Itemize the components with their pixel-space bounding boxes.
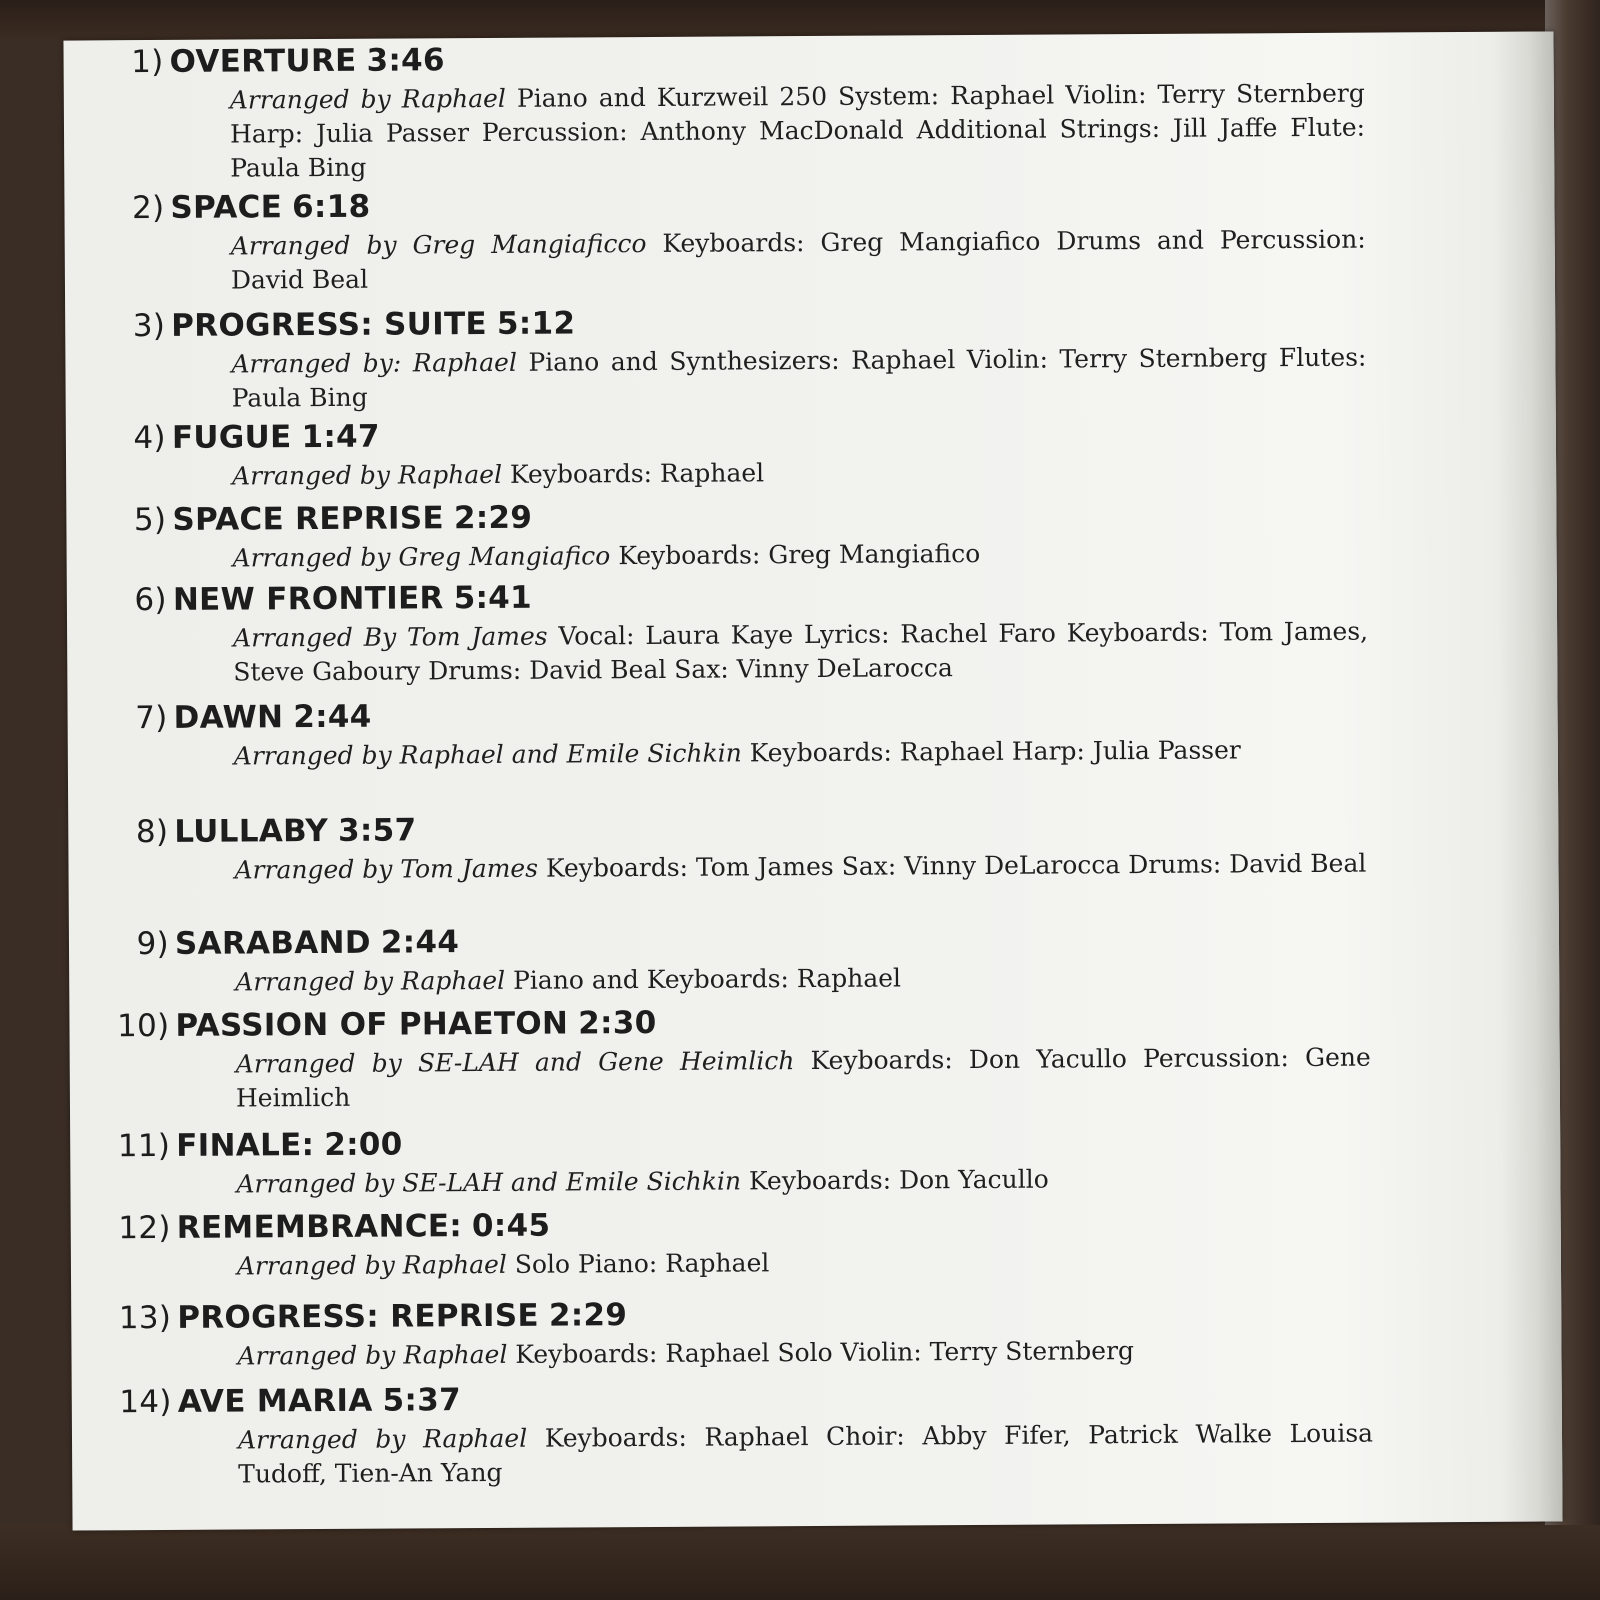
arranger-credit: Arranged by Raphael [232, 459, 503, 491]
arranger-credit: Arranged by Raphael [235, 965, 506, 997]
track-entry [69, 918, 1469, 997]
track-credits [232, 453, 1367, 494]
performer-credits: Keyboards: Greg Mangiafico [618, 538, 981, 571]
track-credits [238, 1417, 1373, 1492]
track-duration: 2:44 [293, 698, 372, 736]
track-name: NEW FRONTIER [172, 580, 444, 618]
performer-credits: Keyboards: Don Yacullo [748, 1164, 1049, 1196]
track-number: 1) [131, 43, 164, 81]
track-number: 7) [135, 699, 168, 737]
table-surface-bottom [0, 1525, 1600, 1600]
track-credits [234, 733, 1369, 774]
arranger-credit: Arranged by Raphael [237, 1339, 508, 1371]
track-entry [67, 692, 1467, 771]
track-entry [70, 1120, 1470, 1199]
arranger-credit: Arranged by SE-LAH and Emile Sichkin [236, 1166, 742, 1199]
track-entry [68, 806, 1468, 885]
track-credits [231, 341, 1366, 416]
track-name: SPACE [170, 189, 283, 226]
track-title [113, 1297, 627, 1336]
track-entry [69, 1000, 1469, 1113]
track-credits [236, 1041, 1371, 1116]
track-entry [71, 1202, 1471, 1281]
track-credits [233, 615, 1368, 690]
arranger-credit: Arranged by Raphael [236, 1249, 507, 1281]
track-duration: 3:57 [337, 812, 417, 849]
track-credits [233, 535, 1368, 576]
track-title [107, 305, 575, 344]
track-duration: 6:18 [292, 188, 371, 226]
track-title [114, 1382, 461, 1420]
performer-credits: Keyboards: Raphael Harp: Julia Passer [749, 735, 1241, 768]
track-entry [65, 300, 1465, 413]
track-entry [66, 494, 1466, 573]
track-title [108, 419, 380, 457]
track-number: 2) [131, 189, 165, 227]
track-entry [71, 1292, 1471, 1371]
track-number: 12) [118, 1209, 171, 1247]
track-number: 13) [118, 1299, 172, 1337]
track-name: DAWN [173, 699, 284, 736]
track-credits [235, 959, 1370, 1000]
track-title [113, 1208, 551, 1247]
track-duration: 3:46 [366, 42, 445, 79]
arranger-credit: Arranged by Raphael [237, 1423, 528, 1455]
track-number: 14) [119, 1383, 172, 1421]
track-name: PROGRESS: SUITE [171, 305, 488, 344]
track-name: FINALE: [176, 1127, 315, 1164]
track-entry [67, 574, 1467, 687]
track-duration: 2:29 [453, 499, 533, 537]
track-number: 3) [132, 307, 166, 345]
track-number: 6) [134, 581, 167, 619]
track-number: 5) [133, 501, 167, 539]
performer-credits: Solo Piano: Raphael [514, 1248, 770, 1279]
track-duration: 5:12 [496, 305, 576, 342]
track-number: 11) [117, 1127, 171, 1165]
arranger-credit: Arranged by: Raphael [231, 347, 517, 379]
track-number: 10) [116, 1007, 170, 1045]
track-name: REMEMBRANCE: [176, 1208, 463, 1246]
performer-credits: Keyboards: Raphael [509, 458, 765, 489]
arranger-credit: Arranged By Tom James [233, 621, 548, 653]
track-number: 4) [133, 419, 167, 457]
track-name: SARABAND [174, 924, 371, 962]
track-duration: 2:00 [324, 1126, 403, 1163]
arranger-credit: Arranged by Raphael and Emile Sichkin [233, 738, 742, 771]
track-title [111, 924, 459, 962]
track-duration: 2:30 [578, 1004, 657, 1042]
track-list [63, 32, 1472, 1521]
track-number: 9) [136, 925, 170, 963]
arranger-credit: Arranged by Raphael [229, 83, 506, 115]
track-title [111, 1005, 656, 1044]
track-credits [237, 1243, 1372, 1284]
performer-credits: Keyboards: Raphael Solo Violin: Terry Sternberg [515, 1336, 1135, 1369]
arranger-credit: Arranged by Greg Mangiaficco [230, 229, 647, 261]
performer-credits: Keyboards: Don Yacullo Percussion: Gene Heimlich [235, 1042, 1371, 1113]
track-name: SPACE REPRISE [172, 500, 444, 538]
performer-credits: Keyboards: Greg Mangiafico Drums and Percussion: David Beal [230, 224, 1366, 295]
performer-credits: Vocal: Laura Kaye Lyrics: Rachel Faro Keyboards: Tom James, Steve Gaboury Drums: David Beal Sax: Vinny DeLarocca [233, 616, 1369, 687]
track-entry [72, 1376, 1472, 1489]
track-name: PROGRESS: REPRISE [177, 1297, 540, 1336]
track-name: PASSION OF PHAETON [175, 1005, 569, 1044]
track-title [106, 189, 370, 227]
booklet-fold [1493, 31, 1562, 1521]
track-name: FUGUE [171, 419, 292, 456]
track-duration: 5:41 [453, 579, 533, 617]
track-title [109, 580, 532, 619]
track-name: OVERTURE [169, 42, 357, 80]
performer-credits: Keyboards: Raphael Choir: Abby Fifer, Patrick Walke Louisa Tudoff, Tien-An Yang [238, 1418, 1374, 1489]
performer-credits: Piano and Synthesizers: Raphael Violin: Terry Sternberg Flutes: Paula Bing [231, 342, 1367, 413]
track-duration: 2:44 [380, 924, 460, 961]
track-title [105, 42, 444, 80]
arranger-credit: Arranged by Greg Mangiafico [232, 541, 611, 573]
track-title [109, 699, 371, 737]
cd-booklet-page [63, 31, 1562, 1530]
track-title [108, 500, 532, 539]
track-credits [230, 77, 1366, 186]
track-credits [231, 223, 1366, 298]
track-duration: 0:45 [471, 1207, 551, 1245]
track-duration: 5:37 [382, 1382, 461, 1419]
performer-credits: Piano and Keyboards: Raphael [512, 963, 902, 995]
track-name: LULLABY [174, 812, 329, 850]
arranger-credit: Arranged by SE-LAH and Gene Heimlich [235, 1046, 795, 1079]
track-name: AVE MARIA [177, 1382, 373, 1420]
performer-credits: Piano and Kurzweil 250 System: Raphael Violin: Terry Sternberg Harp: Julia Passer Percussion: Anthony MacDonald Additional Strings: Jill Jaffe Flute: Paula Bing [229, 78, 1366, 183]
track-credits [234, 847, 1369, 888]
track-duration: 1:47 [301, 418, 380, 456]
track-number: 8) [135, 813, 169, 851]
track-title [110, 812, 416, 850]
performer-credits: Keyboards: Tom James Sax: Vinny DeLarocca Drums: David Beal [545, 848, 1367, 883]
track-title [112, 1127, 403, 1165]
arranger-credit: Arranged by Tom James [234, 853, 539, 885]
track-credits [236, 1161, 1371, 1202]
track-duration: 2:29 [548, 1297, 628, 1334]
track-credits [237, 1333, 1372, 1374]
